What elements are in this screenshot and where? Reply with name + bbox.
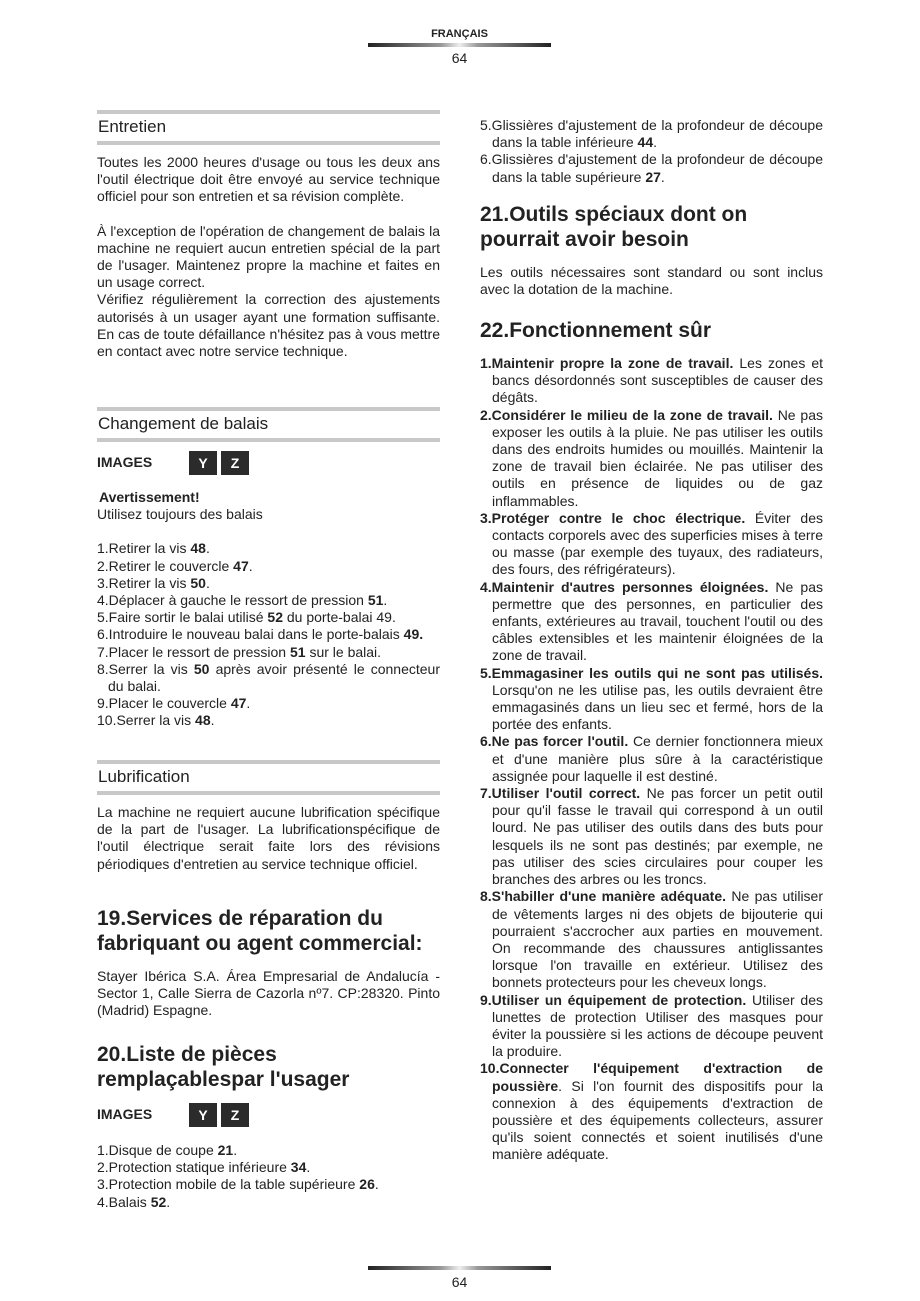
bold-ref: 52 <box>150 1193 167 1210</box>
item-text: . <box>205 574 210 591</box>
section-heading-entretien: Entretien <box>97 110 440 145</box>
images-refs <box>97 451 440 475</box>
list-item <box>97 609 440 626</box>
list-item <box>97 575 440 592</box>
bold-ref: 34 <box>290 1159 307 1176</box>
bold-ref: 5.Emmagasiner les outils qui ne sont pas utilisés. <box>480 664 823 681</box>
item-text: 6.Introduire le nouveau balai dans le porte-balais <box>97 626 404 643</box>
list-item <box>480 1060 823 1163</box>
item-text: 1.Disque de coupe <box>97 1142 218 1158</box>
item-text: . <box>246 695 251 712</box>
images-label: IMAGES <box>97 1106 153 1123</box>
section-heading-20: 20.Liste de pièces remplaçablespar l'usager <box>97 1043 350 1091</box>
item-text: 5.Faire sortir le balai utilisé <box>97 609 268 626</box>
item-text: Ne pas utiliser de vêtements larges ni des objets de bijouterie qui pourraient s'accrocher aux parties en mouvement. On recommande des chaussures antiglissantes lorsque l'on travaille en extérieur. Utilisez des bonnets protecteurs pour les cheveux longs. <box>492 888 823 991</box>
item-text: Les zones et bancs désordonnés sont susceptibles de causer des dégâts. <box>492 355 824 406</box>
header-divider <box>368 43 551 47</box>
images-label: IMAGES <box>97 454 153 471</box>
list-item <box>97 712 440 729</box>
bold-ref: 52 <box>267 609 283 626</box>
item-text: Utiliser des lunettes de protection Utiliser des masques pour éviter la poussière si les actions de découpe peuvent la produire. <box>492 991 823 1060</box>
list-item <box>480 117 823 151</box>
bold-ref: 9.Utiliser un équipement de protection. <box>480 991 747 1008</box>
item-text: 1.Retirer la vis <box>97 540 191 557</box>
bold-ref: 21 <box>217 1142 234 1158</box>
bold-ref: 2.Considérer le milieu de la zone de travail. <box>480 406 773 423</box>
item-text: Ce dernier fonctionnera mieux et d'une manière plus sûre à la caractéristique assignée pour laquelle il est destiné. <box>492 733 824 784</box>
list-item <box>97 695 440 712</box>
bold-ref: 1.Maintenir propre la zone de travail. <box>480 355 734 371</box>
bold-ref: 3.Protéger contre le choc électrique. <box>480 509 746 526</box>
paragraph: Vérifiez régulièrement la correction des ajustements autorisés à un usager ayant une formation suffisante. En cas de toute défaillance n'hésitez pas à vous mettre en contact avec notre service technique. <box>97 291 440 360</box>
bold-ref: 48 <box>190 540 206 557</box>
section-heading-19: 19.Services de réparation du fabriquant ou agent commercial: <box>97 907 423 955</box>
item-text: Ne pas forcer un petit outil pour qu'il fasse le travail qui correspond à un outil lourd. Ne pas utiliser des outils dans des buts pour lesquels ils ne sont pas destinés; par exemple, ne pas utiliser des scies circulaires pour couper les branches des arbres ou les troncs. <box>492 785 823 888</box>
section-heading-lubrification: Lubrification <box>97 760 440 795</box>
item-text: . <box>660 168 665 185</box>
list-item <box>480 665 823 734</box>
list-item <box>480 888 823 991</box>
bold-ref: 26 <box>359 1176 375 1193</box>
bold-ref: 6.Ne pas forcer l'outil. <box>480 733 629 750</box>
item-text: du porte-balai 49. <box>282 609 396 626</box>
parts-list-continued <box>480 117 823 186</box>
item-text: sur le balai. <box>305 643 382 660</box>
steps-list <box>97 540 440 729</box>
section-heading-21: 21.Outils spéciaux dont on pourrait avoir besoin <box>480 203 748 251</box>
image-ref-y: Y <box>189 451 217 475</box>
list-item <box>97 1159 440 1176</box>
list-item <box>97 1142 440 1159</box>
language-header: FRANÇAIS <box>431 28 488 40</box>
list-item <box>97 626 440 643</box>
item-text: après avoir présenté le connecteur du balai. <box>108 660 440 695</box>
list-item <box>480 407 823 510</box>
warning-text: Utilisez toujours des balais <box>97 506 263 523</box>
list-item <box>97 1194 440 1211</box>
paragraph: Toutes les 2000 heures d'usage ou tous les deux ans l'outil électrique doit être envoyé au service technique officiel pour son entretien et sa révision complète. <box>97 154 440 205</box>
item-text: 6.Glissières d'ajustement de la profondeur de découpe dans la table supérieure <box>480 151 823 185</box>
list-item <box>480 733 823 785</box>
item-text: 3.Protection mobile de la table supérieure <box>97 1176 360 1193</box>
list-item <box>97 1176 440 1193</box>
item-text: 9.Placer le couvercle <box>97 695 231 712</box>
bold-ref: 51 <box>289 643 306 660</box>
item-text: Éviter des contacts corporels avec des superficies mises à terre ou masse (par exemple des tuyaux, des radiateurs, des fours, des réfrigérateurs). <box>492 509 823 578</box>
item-text: . <box>210 712 215 729</box>
bold-ref: 44 <box>637 134 654 151</box>
item-text: 2.Protection statique inférieure <box>97 1159 291 1176</box>
paragraph: Les outils nécessaires sont standard ou sont inclus avec la dotation de la machine. <box>480 264 823 298</box>
section-heading-balais: Changement de balais <box>97 407 440 442</box>
list-item <box>480 355 823 407</box>
item-text: . Si l'on fournit des dispositifs pour la connexion à des équipements d'extraction de poussière et des équipements collecteurs, assurer qu'ils soient connectés et soient inutilisés d'une manière adéquate. <box>492 1077 823 1163</box>
warning-title: Avertissement! <box>99 489 200 505</box>
bold-ref: 4.Maintenir d'autres personnes éloignées. <box>480 578 769 595</box>
footer-divider <box>368 1266 551 1270</box>
image-ref-z: Z <box>221 1103 249 1127</box>
bold-ref: 49. <box>403 626 424 643</box>
bold-ref: 51 <box>367 592 384 609</box>
paragraph: La machine ne requiert aucune lubrification spécifique de la part de l'usager. La lubrificationspécifique de l'outil électrique serait faite lors des révisions périodiques d'entretien au service technique officiel. <box>97 804 440 872</box>
bold-ref: 47 <box>230 695 247 712</box>
section-heading-22: 22.Fonctionnement sûr <box>480 319 712 342</box>
bold-ref: 47 <box>233 557 249 574</box>
item-text: 8.Serrer la vis <box>97 660 194 677</box>
list-item <box>480 785 823 888</box>
list-item <box>480 510 823 579</box>
page-number-top: 64 <box>451 50 468 66</box>
item-text: . <box>248 557 253 574</box>
bold-ref: 27 <box>645 168 661 185</box>
page-number-bottom: 64 <box>451 1274 468 1290</box>
item-text: . <box>205 540 210 557</box>
item-text: . <box>653 134 658 151</box>
paragraph: À l'exception de l'opération de changement de balais la machine ne requiert aucun entretien spécial de la part de l'usager. Maintenez propre la machine et faites en un usage correct. <box>97 222 440 291</box>
image-ref-z: Z <box>221 451 249 475</box>
image-ref-y: Y <box>189 1103 217 1127</box>
item-text: . <box>166 1193 171 1210</box>
item-text: 10.Serrer la vis <box>97 712 196 729</box>
item-text: 4.Déplacer à gauche le ressort de pression <box>97 592 368 609</box>
paragraph: Stayer Ibérica S.A. Área Empresarial de Andalucía - Sector 1, Calle Sierra de Cazorla nº7. CP:28320. Pinto (Madrid) Espagne. <box>97 968 440 1019</box>
bold-ref: 48 <box>195 712 211 729</box>
item-text: Lorsqu'on ne les utilise pas, les outils devraient être emmagasinés dans un lieu sec et fermé, hors de la portée des enfants. <box>492 681 823 733</box>
list-item <box>97 592 440 609</box>
list-item <box>480 151 823 185</box>
item-text: 5.Glissières d'ajustement de la profondeur de découpe dans la table inférieure <box>480 117 823 151</box>
item-text: 7.Placer le ressort de pression <box>97 643 290 660</box>
list-item <box>97 558 440 575</box>
list-item <box>480 992 823 1061</box>
item-text: . <box>383 592 388 609</box>
bold-ref: 50 <box>190 574 206 591</box>
list-item <box>97 540 440 557</box>
bold-ref: 50 <box>193 660 210 677</box>
parts-list <box>97 1142 440 1211</box>
item-text: Ne pas permettre que des personnes, en particulier des enfants, extérieures au travail, touchent l'outil ou des câbles extensibles et les maintenir éloignées de la zone de travail. <box>492 578 823 664</box>
item-text: 4.Balais <box>97 1193 151 1210</box>
item-text: . <box>374 1176 379 1193</box>
bold-ref: 7.Utiliser l'outil correct. <box>480 785 641 802</box>
item-text: . <box>233 1142 238 1158</box>
bold-ref: 8.S'habiller d'une manière adéquate. <box>480 888 727 905</box>
images-refs <box>97 1103 440 1127</box>
safety-list <box>480 355 823 1164</box>
item-text: Ne pas exposer les outils à la pluie. Ne pas utiliser les outils dans des endroits humides ou mouillés. Maintenir la zone de travail bien éclairée. Ne pas utiliser des outils en présence de liquides ou de gaz inflammables. <box>492 406 823 509</box>
list-item <box>97 644 440 661</box>
list-item <box>97 661 440 695</box>
item-text: . <box>306 1159 311 1176</box>
bold-ref: 10.Connecter l'équipement d'extraction de poussière <box>480 1060 823 1094</box>
item-text: 2.Retirer le couvercle <box>97 557 234 574</box>
item-text: 3.Retirer la vis <box>97 574 191 591</box>
list-item <box>480 579 823 665</box>
